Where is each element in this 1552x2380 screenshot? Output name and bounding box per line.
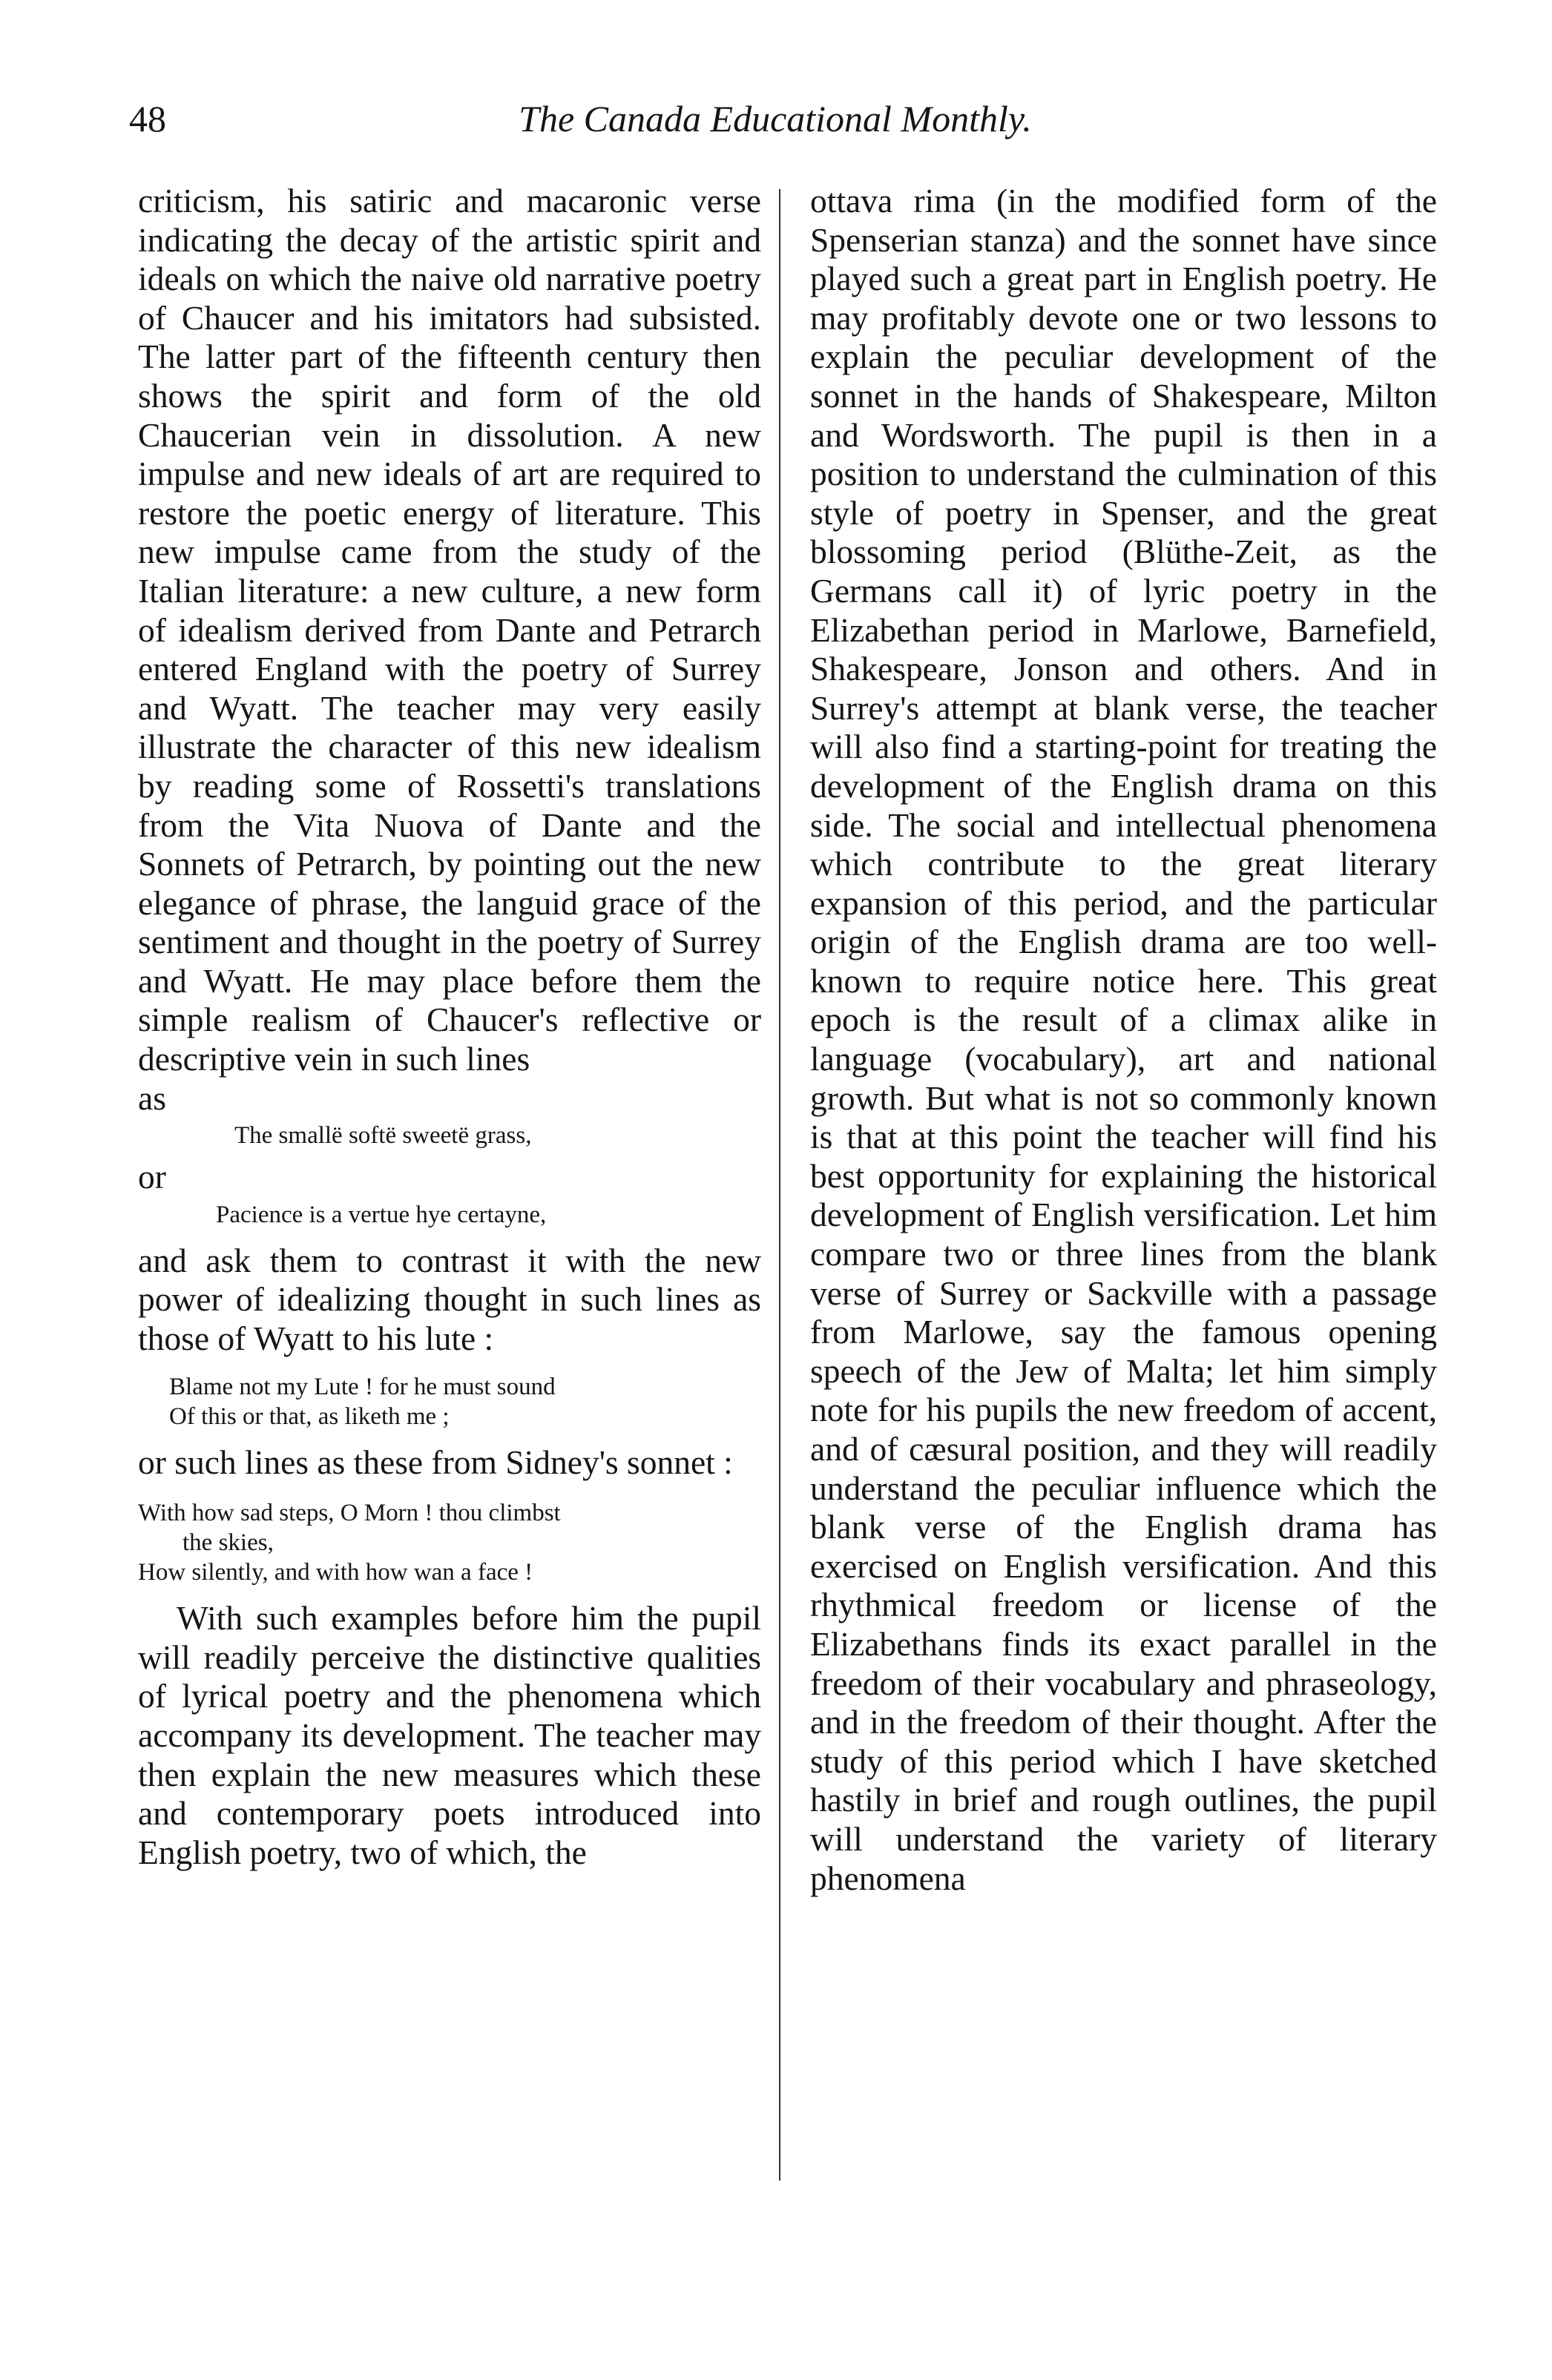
quote-chaucer-grass bbox=[138, 1121, 761, 1150]
left-paragraph-1: criticism, his satiric and macaronic verse indicating the decay of the artistic spirit and ideals on which the naive old narrative poetry of Chaucer and his imitators had subsisted. The latter part of the fifteenth century then shows the spirit and form of the old Chaucerian vein in dissolution. A new impulse and new ideals of art are required to restore the poetic energy of literature. This new impulse came from the study of the Italian literature: a new culture, a new form of idealism derived from Dante and Petrarch entered England with the poetry of Surrey and Wyatt. The teacher may very easily illustrate the character of this new idealism by reading some of Rossetti's translations from the Vita Nuova of Dante and the Sonnets of Petrarch, by pointing out the new elegance of phrase, the languid grace of the sentiment and thought in the poetry of Surrey and Wyatt. He may place before them the simple realism of Chaucer's reflective or descriptive vein in such lines bbox=[138, 182, 761, 1078]
quote-wyatt-lute bbox=[138, 1372, 761, 1431]
left-paragraph-3: or such lines as these from Sidney's sonnet : bbox=[138, 1443, 733, 1481]
running-title: The Canada Educational Monthly. bbox=[519, 98, 1032, 139]
quote-line: How silently, and with how wan a face ! bbox=[138, 1559, 533, 1586]
left-paragraph-4: With such examples before him the pupil will readily perceive the distinctive qualities of lyrical poetry and the phenomena which accompany its development. The teacher may then explain the new measures which these and contemporary poets introduced into English poetry, two of which, the bbox=[138, 1599, 761, 1871]
quote-chaucer-pacience bbox=[138, 1200, 761, 1230]
left-column bbox=[138, 182, 761, 1872]
quote-sidney-sonnet bbox=[138, 1498, 761, 1587]
right-column bbox=[810, 182, 1437, 1898]
quote-line: Blame not my Lute ! for he must sound bbox=[169, 1373, 556, 1400]
quote-line: Pacience is a vertue hye certayne, bbox=[216, 1201, 547, 1228]
right-paragraph-1: ottava rima (in the modified form of the Spenserian stanza) and the sonnet have since played such a great part in English poetry. He may profitably devote one or two lessons to explain the peculiar development of the sonnet in the hands of Shakespeare, Milton and Wordsworth. The pupil is then in a position to understand the culmination of this style of poetry in Spenser, and the great blossoming period (Blüthe-Zeit, as the Germans call it) of lyric poetry in the Elizabethan period in Marlowe, Barnefield, Shakespeare, Jonson and others. And in Surrey's attempt at blank verse, the teacher will also find a starting-point for treating the development of the English drama on this side. The social and intellectual phenomena which contribute to the great literary expansion of this period, and the particular origin of the English drama are too well-known to require notice here. This great epoch is the result of a climax alike in language (vocabulary), art and national growth. But what is not so commonly known is that at this point the teacher will find his best opportunity for explaining the historical development of English versification. Let him compare two or three lines from the blank verse of Surrey or Sackville with a passage from Marlowe, say the famous opening speech of the Jew of Malta; let him simply note for his pupils the new freedom of accent, and of cæsural position, and they will readily understand the peculiar influence which the blank verse of the English drama has exercised on English versification. And this rhythmical freedom or license of the Elizabethans finds its exact parallel in the freedom of their vocabulary and phraseology, and in the freedom of their thought. After the study of this period which I have sketched hastily in brief and rough outlines, the pupil will understand the variety of literary phenomena bbox=[810, 182, 1437, 1897]
quote-line: the skies, bbox=[183, 1529, 274, 1557]
column-divider bbox=[779, 189, 780, 2180]
left-paragraph-2: and ask them to contrast it with the new power of idealizing thought in such lines as those of Wyatt to his lute : bbox=[138, 1241, 761, 1358]
connective-as: as bbox=[138, 1078, 166, 1117]
quote-line: The smallë softë sweetë grass, bbox=[234, 1122, 532, 1150]
page-number: 48 bbox=[129, 98, 166, 139]
connective-or: or bbox=[138, 1158, 166, 1196]
page-header bbox=[111, 85, 1439, 152]
quote-line: With how sad steps, O Morn ! thou climbst bbox=[138, 1500, 561, 1527]
quote-line: Of this or that, as liketh me ; bbox=[169, 1402, 450, 1430]
